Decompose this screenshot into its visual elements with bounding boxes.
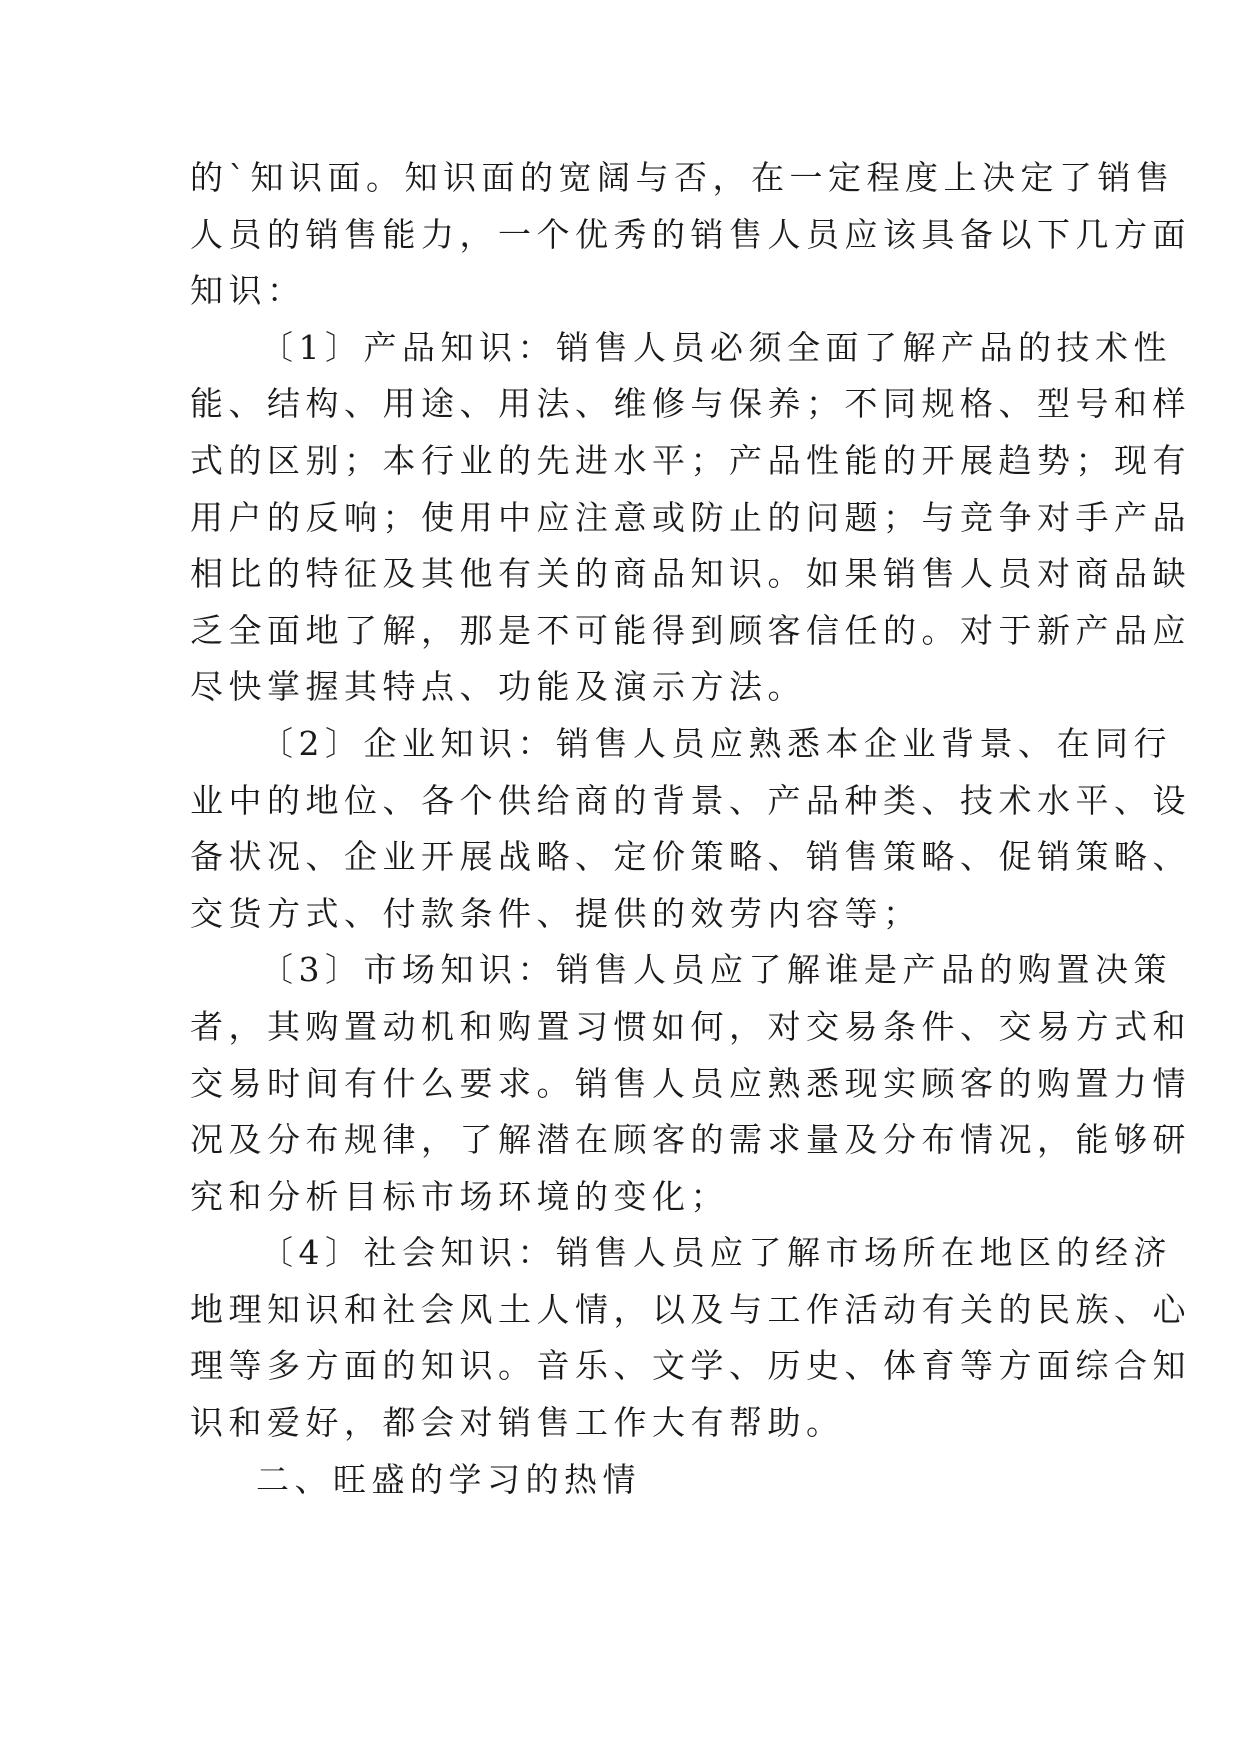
text-line: 式的区别；本行业的先进水平；产品性能的开展趋势；现有	[190, 440, 1191, 480]
paragraph-start-line: 〔3〕市场知识：销售人员应了解谁是产品的购置决策	[260, 950, 1172, 990]
text-line: 备状况、企业开展战略、定价策略、销售策略、促销策略、	[190, 837, 1191, 877]
text-line: 者，其购置动机和购置习惯如何，对交易条件、交易方式和	[190, 1006, 1191, 1046]
text-line: 的`知识面。知识面的宽阔与否，在一定程度上决定了销售	[190, 158, 1175, 197]
text-line: 乏全面地了解，那是不可能得到顾客信任的。对于新产品应	[190, 610, 1191, 650]
text-line: 人员的销售能力，一个优秀的销售人员应该具备以下几方面	[190, 214, 1191, 254]
text-line: 况及分布规律，了解潜在顾客的需求量及分布情况，能够研	[190, 1120, 1191, 1160]
text-line: 能、结构、用途、用法、维修与保养；不同规格、型号和样	[190, 384, 1191, 424]
paragraph-start-line: 〔1〕产品知识：销售人员必须全面了解产品的技术性	[260, 327, 1172, 367]
body-text	[190, 150, 1191, 1508]
text-line: 知识：	[190, 271, 306, 311]
paragraph-start-line: 〔4〕社会知识：销售人员应了解市场所在地区的经济	[260, 1233, 1172, 1273]
text-line: 理等多方面的知识。音乐、文学、历史、体育等方面综合知	[190, 1346, 1191, 1386]
text-line: 究和分析目标市场环境的变化；	[190, 1176, 729, 1216]
text-line: 交易时间有什么要求。销售人员应熟悉现实顾客的购置力情	[190, 1063, 1191, 1103]
text-line: 用户的反响；使用中应注意或防止的问题；与竞争对手产品	[190, 497, 1191, 537]
text-line: 相比的特征及其他有关的商品知识。如果销售人员对商品缺	[190, 554, 1191, 594]
section-heading: 二、旺盛的学习的热情	[256, 1459, 641, 1499]
text-line: 交货方式、付款条件、提供的效劳内容等；	[190, 893, 922, 933]
text-line: 地理知识和社会风土人情，以及与工作活动有关的民族、心	[190, 1289, 1191, 1329]
paragraph-start-line: 〔2〕企业知识：销售人员应熟悉本企业背景、在同行	[260, 723, 1172, 763]
text-line: 业中的地位、各个供给商的背景、产品种类、技术水平、设	[190, 780, 1191, 820]
text-line: 识和爱好，都会对销售工作大有帮助。	[190, 1403, 845, 1443]
text-line: 尽快掌握其特点、功能及演示方法。	[190, 667, 806, 707]
